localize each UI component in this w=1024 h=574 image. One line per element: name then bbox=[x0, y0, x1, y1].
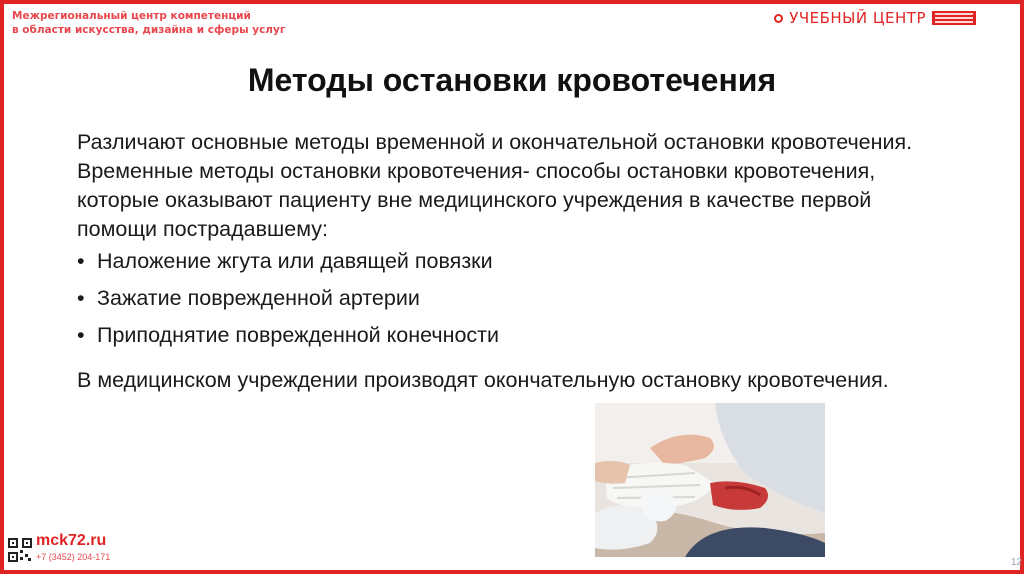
page-number: 12 bbox=[1010, 557, 1022, 568]
org-line-1: Межрегиональный центр компетенций bbox=[12, 10, 251, 22]
list-item-text: Зажатие поврежденной артерии bbox=[97, 286, 420, 310]
list-item bbox=[77, 247, 937, 276]
list-item bbox=[77, 284, 937, 313]
org-line-2: в области искусства, дизайна и сферы услуг bbox=[12, 24, 286, 36]
phone-number: +7 (3452) 204-171 bbox=[36, 552, 111, 562]
slide-title: Методы остановки кровотечения bbox=[247, 62, 777, 98]
brand-name: УЧЕБНЫЙ ЦЕНТР bbox=[789, 9, 926, 27]
bullet-icon: • bbox=[77, 286, 85, 310]
bullet-icon: • bbox=[77, 249, 85, 273]
intro-paragraph: Различают основные методы временной и окончательной остановки кровотечения. Временные методы остановки кровотечения- способы остановки кровотечения, которые оказывают пациенту вне медицинского учреждения в качестве первой помощи пострадавшему: bbox=[77, 130, 913, 241]
organization-name bbox=[12, 9, 332, 37]
list-item-text: Наложение жгута или давящей повязки bbox=[97, 249, 493, 273]
closing-paragraph: В медицинском учреждении производят окончательную остановку кровотечения. bbox=[77, 368, 889, 392]
bandaging-photo bbox=[595, 403, 825, 557]
brand-ring-icon bbox=[774, 14, 783, 23]
brand-logo bbox=[774, 9, 976, 27]
methods-list bbox=[77, 247, 937, 358]
brand-tag-icon bbox=[932, 11, 976, 25]
list-item bbox=[77, 321, 937, 350]
qr-code-icon bbox=[8, 538, 32, 562]
bullet-icon: • bbox=[77, 323, 85, 347]
list-item-text: Приподнятие поврежденной конечности bbox=[97, 323, 500, 347]
website-link[interactable]: mck72.ru bbox=[36, 532, 107, 549]
